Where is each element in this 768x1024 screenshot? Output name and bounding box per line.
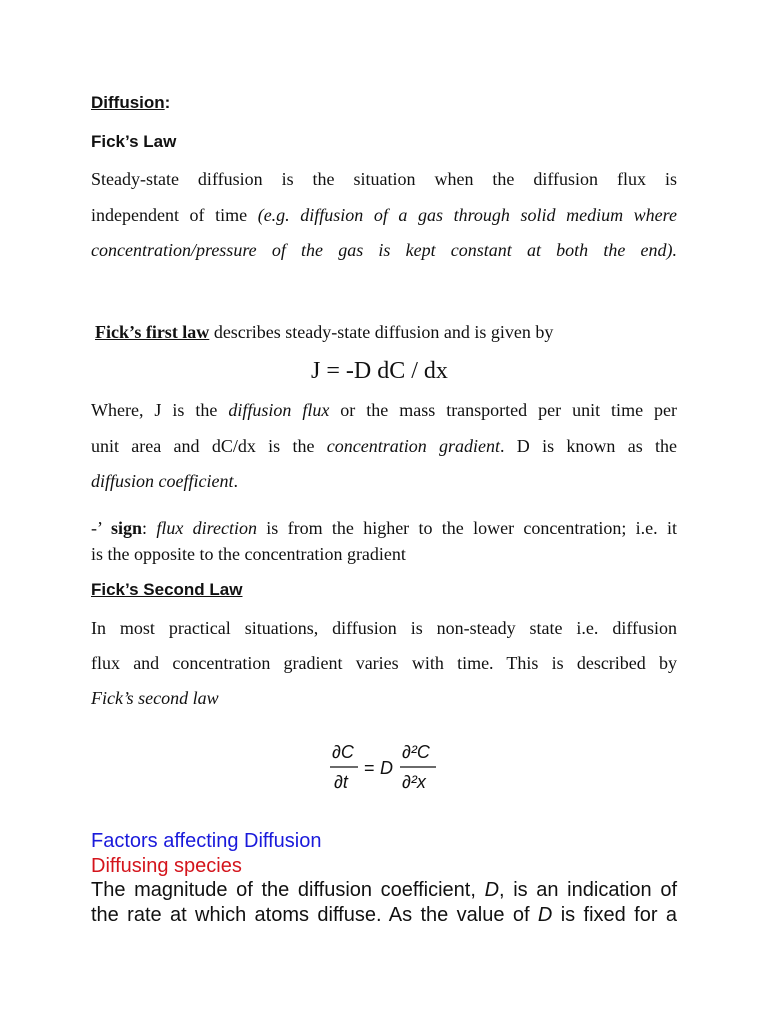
where-line-2-c: . D is known as the bbox=[500, 436, 677, 456]
diffusion-title: Diffusion bbox=[91, 93, 165, 112]
second-law-line-3: Fick’s second law bbox=[91, 688, 219, 708]
diffusion-title-colon: : bbox=[164, 93, 171, 112]
eq-lhs-numerator: ∂C bbox=[332, 742, 354, 762]
magnitude-line-2-c: is fixed for a bbox=[552, 904, 677, 926]
magnitude-line-2-a: the rate at which atoms diffuse. As the value of bbox=[91, 904, 538, 926]
second-law-line-1: In most practical situations, diffusion is non-steady state i.e. diffusion bbox=[91, 618, 677, 638]
sign-colon: : bbox=[142, 518, 157, 538]
sign-line-1-rest: is from the higher to the lower concentration; i.e. it bbox=[256, 518, 677, 538]
sign-label: sign bbox=[110, 518, 142, 538]
factors-heading: Factors affecting Diffusion bbox=[91, 830, 322, 852]
eq-rhs-numerator: ∂²C bbox=[402, 742, 430, 762]
steady-state-line-3 bbox=[91, 240, 677, 261]
magnitude-line-2 bbox=[91, 904, 677, 927]
section-heading-diffusion bbox=[91, 93, 170, 113]
eq-coefficient: D bbox=[380, 758, 393, 778]
steady-state-line-2 bbox=[91, 205, 677, 226]
eq-rhs-denominator: ∂²x bbox=[402, 772, 426, 792]
where-line-2-a: unit area and dC/dx is the bbox=[91, 436, 327, 456]
first-law-statement bbox=[95, 322, 553, 343]
ficks-second-law-heading bbox=[91, 580, 242, 600]
steady-state-line-1: Steady-state diffusion is the situation when the diffusion flux is bbox=[91, 169, 677, 189]
flux-direction-term: flux direction bbox=[156, 518, 257, 538]
where-line-1-a: Where, J is the bbox=[91, 400, 229, 420]
sign-prefix: -’ bbox=[91, 518, 111, 538]
magnitude-line-1-c: , is an indication of bbox=[499, 879, 678, 901]
where-line-2 bbox=[91, 436, 677, 457]
steady-state-line-2-italic: (e.g. diffusion of a gas through solid medium where bbox=[257, 205, 677, 225]
diffusion-flux-term: diffusion flux bbox=[228, 400, 330, 420]
first-law-equation: J = -D dC / dx bbox=[311, 358, 448, 384]
magnitude-d-symbol-2: D bbox=[537, 904, 553, 926]
ficks-second-law-heading-text: Fick’s Second Law bbox=[91, 580, 243, 599]
eq-lhs-denominator: ∂t bbox=[334, 772, 348, 792]
ficks-law-heading: Fick’s Law bbox=[91, 132, 177, 151]
second-law-equation bbox=[330, 738, 450, 794]
sign-line-1 bbox=[91, 518, 677, 539]
magnitude-line-1 bbox=[91, 879, 677, 902]
first-law-term: Fick’s first law bbox=[95, 322, 210, 342]
diffusing-species-heading: Diffusing species bbox=[91, 855, 242, 877]
steady-state-line-2-normal: independent of time bbox=[91, 205, 258, 225]
sign-line-2: is the opposite to the concentration gradient bbox=[91, 544, 406, 564]
where-line-1 bbox=[91, 400, 677, 421]
first-law-rest: describes steady-state diffusion and is given by bbox=[209, 322, 554, 342]
steady-state-line-3-italic: concentration/pressure of the gas is kept constant at both the end). bbox=[91, 240, 677, 260]
magnitude-d-symbol-1: D bbox=[484, 879, 500, 901]
second-law-line-2: flux and concentration gradient varies with time. This is described by bbox=[91, 653, 677, 673]
concentration-gradient-term: concentration gradient bbox=[326, 436, 501, 456]
diffusion-coefficient-term: diffusion coefficient bbox=[91, 471, 234, 491]
eq-equals: = bbox=[364, 758, 375, 778]
magnitude-line-1-a: The magnitude of the diffusion coefficient, bbox=[91, 879, 485, 901]
where-line-3-period: . bbox=[233, 471, 238, 491]
where-line-3 bbox=[91, 471, 677, 492]
where-line-1-c: or the mass transported per unit time per bbox=[329, 400, 678, 420]
